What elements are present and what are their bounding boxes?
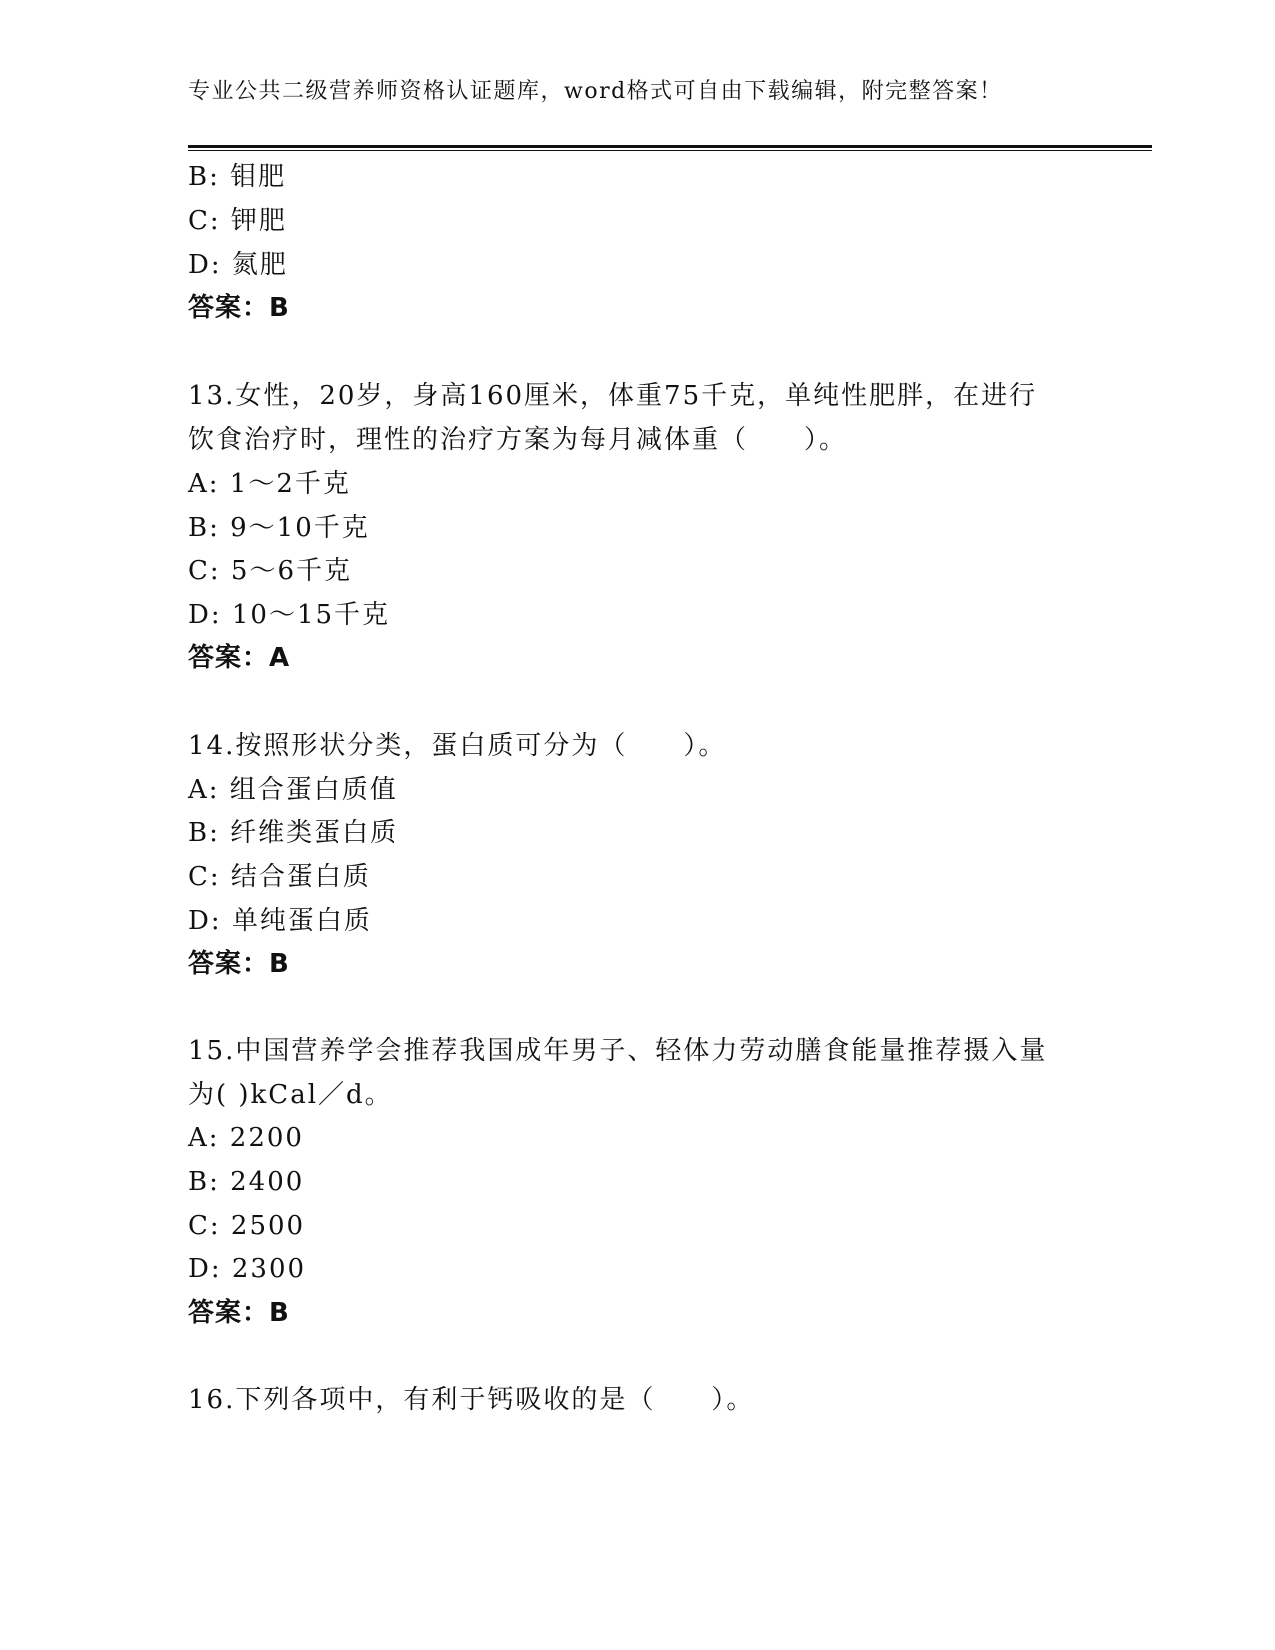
q14-answer: 答案：B [188,949,290,979]
q16-stem: 16.下列各项中，有利于钙吸收的是（ ）。 [188,1385,755,1415]
q13-option-b: B: 9～10千克 [188,513,370,543]
q14-option-a: A: 组合蛋白质值 [188,775,398,805]
page-header: 专业公共二级营养师资格认证题库，word格式可自由下载编辑，附完整答案！ [188,79,1003,104]
header-rule-thick [188,145,1152,148]
q15-stem-line-2: 为( )kCal／d。 [188,1080,393,1110]
q13-stem-line-2: 饮食治疗时，理性的治疗方案为每月减体重（ ）。 [188,425,848,455]
q13-option-a: A: 1～2千克 [188,469,351,499]
q14-option-d: D: 单纯蛋白质 [188,906,372,936]
q12-answer: 答案：B [188,293,290,323]
q15-answer: 答案：B [188,1298,290,1328]
q15-option-b: B: 2400 [188,1167,305,1197]
q13-stem-line-1: 13.女性，20岁，身高160厘米，体重75千克，单纯性肥胖，在进行 [188,381,1038,411]
q13-option-c: C: 5～6千克 [188,556,353,586]
q14-stem: 14.按照形状分类，蛋白质可分为（ ）。 [188,731,727,761]
q13-answer: 答案：A [188,643,291,673]
q14-option-c: C: 结合蛋白质 [188,862,371,892]
q13-option-d: D: 10～15千克 [188,600,391,630]
q12-option-b: B: 钼肥 [188,162,287,192]
q14-option-b: B: 纤维类蛋白质 [188,818,399,848]
q15-option-a: A: 2200 [188,1123,304,1153]
q12-option-d: D: 氮肥 [188,250,288,280]
header-rule-thin [188,150,1152,151]
q15-stem-line-1: 15.中国营养学会推荐我国成年男子、轻体力劳动膳食能量推荐摄入量 [188,1036,1048,1066]
q15-option-d: D: 2300 [188,1254,307,1284]
q12-option-c: C: 钾肥 [188,206,287,236]
q15-option-c: C: 2500 [188,1211,306,1241]
